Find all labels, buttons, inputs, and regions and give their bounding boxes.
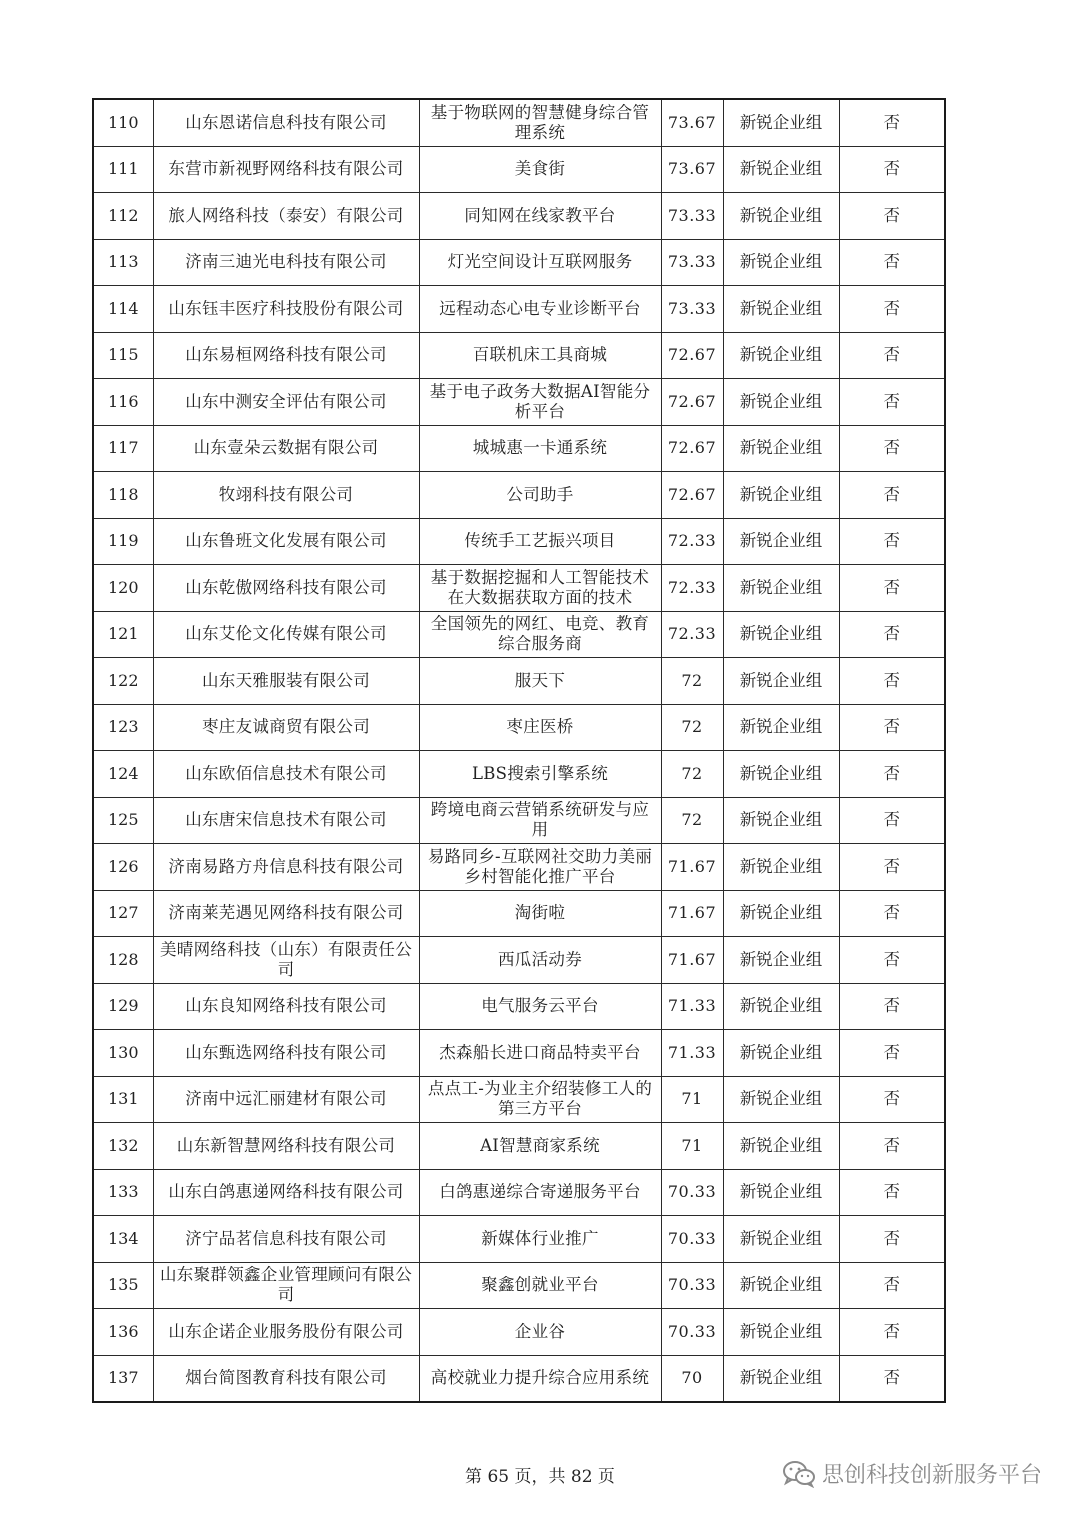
score-cell: 72 bbox=[661, 797, 723, 844]
company-name-cell: 山东唐宋信息技术有限公司 bbox=[153, 797, 419, 844]
row-number-cell: 111 bbox=[93, 146, 153, 193]
flag-value-cell: 否 bbox=[839, 146, 945, 193]
flag-value-cell: 否 bbox=[839, 1216, 945, 1263]
table-row bbox=[93, 565, 945, 612]
flag-value-cell: 否 bbox=[839, 286, 945, 333]
table-row bbox=[93, 1076, 945, 1123]
flag-value-cell: 否 bbox=[839, 937, 945, 984]
row-number-cell: 130 bbox=[93, 1030, 153, 1077]
row-number-cell: 116 bbox=[93, 379, 153, 426]
row-number-cell: 135 bbox=[93, 1262, 153, 1309]
page-number-footer: 第 65 页，共 82 页 bbox=[465, 1467, 615, 1487]
company-name-cell: 旅人网络科技（泰安）有限公司 bbox=[153, 193, 419, 240]
company-name-cell: 山东钰丰医疗科技股份有限公司 bbox=[153, 286, 419, 333]
group-name-cell: 新锐企业组 bbox=[723, 193, 839, 240]
flag-value-cell: 否 bbox=[839, 797, 945, 844]
project-name-cell: 企业谷 bbox=[419, 1309, 661, 1356]
group-name-cell: 新锐企业组 bbox=[723, 1216, 839, 1263]
company-name-cell: 山东壹朵云数据有限公司 bbox=[153, 425, 419, 472]
flag-value-cell: 否 bbox=[839, 332, 945, 379]
project-name-cell: 基于电子政务大数据AI智能分析平台 bbox=[419, 379, 661, 426]
company-name-cell: 济宁品茗信息科技有限公司 bbox=[153, 1216, 419, 1263]
company-name-cell: 山东企诺企业服务股份有限公司 bbox=[153, 1309, 419, 1356]
table-row bbox=[93, 1216, 945, 1263]
project-name-cell: 灯光空间设计互联网服务 bbox=[419, 239, 661, 286]
score-cell: 73.33 bbox=[661, 193, 723, 240]
table-row bbox=[93, 472, 945, 519]
flag-value-cell: 否 bbox=[839, 1076, 945, 1123]
row-number-cell: 113 bbox=[93, 239, 153, 286]
flag-value-cell: 否 bbox=[839, 425, 945, 472]
company-name-cell: 山东恩诺信息科技有限公司 bbox=[153, 99, 419, 146]
project-name-cell: 点点工-为业主介绍装修工人的第三方平台 bbox=[419, 1076, 661, 1123]
group-name-cell: 新锐企业组 bbox=[723, 518, 839, 565]
flag-value-cell: 否 bbox=[839, 239, 945, 286]
group-name-cell: 新锐企业组 bbox=[723, 1169, 839, 1216]
score-cell: 71 bbox=[661, 1076, 723, 1123]
group-name-cell: 新锐企业组 bbox=[723, 379, 839, 426]
company-name-cell: 东营市新视野网络科技有限公司 bbox=[153, 146, 419, 193]
score-cell: 73.67 bbox=[661, 99, 723, 146]
company-name-cell: 烟台简图教育科技有限公司 bbox=[153, 1355, 419, 1402]
table-row bbox=[93, 99, 945, 146]
score-cell: 72.67 bbox=[661, 379, 723, 426]
company-name-cell: 山东易桓网络科技有限公司 bbox=[153, 332, 419, 379]
table-row bbox=[93, 146, 945, 193]
table-row bbox=[93, 332, 945, 379]
group-name-cell: 新锐企业组 bbox=[723, 565, 839, 612]
table-row bbox=[93, 1030, 945, 1077]
project-name-cell: LBS搜索引擎系统 bbox=[419, 751, 661, 798]
flag-value-cell: 否 bbox=[839, 1309, 945, 1356]
table-row bbox=[93, 518, 945, 565]
table-row bbox=[93, 704, 945, 751]
row-number-cell: 122 bbox=[93, 658, 153, 705]
row-number-cell: 133 bbox=[93, 1169, 153, 1216]
group-name-cell: 新锐企业组 bbox=[723, 99, 839, 146]
table-row bbox=[93, 797, 945, 844]
row-number-cell: 126 bbox=[93, 844, 153, 891]
table-row bbox=[93, 425, 945, 472]
flag-value-cell: 否 bbox=[839, 1355, 945, 1402]
table-row bbox=[93, 751, 945, 798]
score-cell: 71.33 bbox=[661, 1030, 723, 1077]
flag-value-cell: 否 bbox=[839, 565, 945, 612]
group-name-cell: 新锐企业组 bbox=[723, 751, 839, 798]
group-name-cell: 新锐企业组 bbox=[723, 1355, 839, 1402]
row-number-cell: 114 bbox=[93, 286, 153, 333]
project-name-cell: 百联机床工具商城 bbox=[419, 332, 661, 379]
group-name-cell: 新锐企业组 bbox=[723, 890, 839, 937]
company-name-cell: 济南莱芜遇见网络科技有限公司 bbox=[153, 890, 419, 937]
table-row bbox=[93, 1262, 945, 1309]
flag-value-cell: 否 bbox=[839, 1169, 945, 1216]
project-name-cell: 白鸽惠递综合寄递服务平台 bbox=[419, 1169, 661, 1216]
group-name-cell: 新锐企业组 bbox=[723, 146, 839, 193]
project-name-cell: 传统手工艺振兴项目 bbox=[419, 518, 661, 565]
flag-value-cell: 否 bbox=[839, 658, 945, 705]
flag-value-cell: 否 bbox=[839, 844, 945, 891]
group-name-cell: 新锐企业组 bbox=[723, 1123, 839, 1170]
row-number-cell: 112 bbox=[93, 193, 153, 240]
flag-value-cell: 否 bbox=[839, 751, 945, 798]
flag-value-cell: 否 bbox=[839, 611, 945, 658]
table-row bbox=[93, 983, 945, 1030]
score-cell: 72.67 bbox=[661, 425, 723, 472]
score-cell: 70.33 bbox=[661, 1262, 723, 1309]
score-cell: 72.67 bbox=[661, 332, 723, 379]
table-row bbox=[93, 193, 945, 240]
project-name-cell: 远程动态心电专业诊断平台 bbox=[419, 286, 661, 333]
flag-value-cell: 否 bbox=[839, 704, 945, 751]
company-name-cell: 山东甄选网络科技有限公司 bbox=[153, 1030, 419, 1077]
flag-value-cell: 否 bbox=[839, 1123, 945, 1170]
group-name-cell: 新锐企业组 bbox=[723, 1309, 839, 1356]
project-name-cell: 枣庄医桥 bbox=[419, 704, 661, 751]
project-name-cell: 新媒体行业推广 bbox=[419, 1216, 661, 1263]
project-name-cell: 基于数据挖掘和人工智能技术在大数据获取方面的技术 bbox=[419, 565, 661, 612]
project-name-cell: 城城惠一卡通系统 bbox=[419, 425, 661, 472]
group-name-cell: 新锐企业组 bbox=[723, 425, 839, 472]
row-number-cell: 110 bbox=[93, 99, 153, 146]
table-row bbox=[93, 1309, 945, 1356]
flag-value-cell: 否 bbox=[839, 193, 945, 240]
score-cell: 72 bbox=[661, 704, 723, 751]
score-cell: 72.33 bbox=[661, 611, 723, 658]
row-number-cell: 131 bbox=[93, 1076, 153, 1123]
row-number-cell: 127 bbox=[93, 890, 153, 937]
company-name-cell: 牧翊科技有限公司 bbox=[153, 472, 419, 519]
group-name-cell: 新锐企业组 bbox=[723, 332, 839, 379]
company-name-cell: 山东新智慧网络科技有限公司 bbox=[153, 1123, 419, 1170]
row-number-cell: 124 bbox=[93, 751, 153, 798]
flag-value-cell: 否 bbox=[839, 1262, 945, 1309]
row-number-cell: 118 bbox=[93, 472, 153, 519]
group-name-cell: 新锐企业组 bbox=[723, 844, 839, 891]
score-cell: 71.67 bbox=[661, 937, 723, 984]
company-name-cell: 山东良知网络科技有限公司 bbox=[153, 983, 419, 1030]
company-name-cell: 枣庄友诚商贸有限公司 bbox=[153, 704, 419, 751]
row-number-cell: 136 bbox=[93, 1309, 153, 1356]
row-number-cell: 129 bbox=[93, 983, 153, 1030]
project-name-cell: 西瓜活动券 bbox=[419, 937, 661, 984]
company-name-cell: 山东乾傲网络科技有限公司 bbox=[153, 565, 419, 612]
row-number-cell: 117 bbox=[93, 425, 153, 472]
score-cell: 71.67 bbox=[661, 844, 723, 891]
score-cell: 72.33 bbox=[661, 518, 723, 565]
table-row bbox=[93, 1355, 945, 1402]
group-name-cell: 新锐企业组 bbox=[723, 704, 839, 751]
table-row bbox=[93, 379, 945, 426]
company-name-cell: 济南易路方舟信息科技有限公司 bbox=[153, 844, 419, 891]
table-row bbox=[93, 890, 945, 937]
company-name-cell: 山东天雅服装有限公司 bbox=[153, 658, 419, 705]
row-number-cell: 132 bbox=[93, 1123, 153, 1170]
project-name-cell: 聚鑫创就业平台 bbox=[419, 1262, 661, 1309]
table-row bbox=[93, 611, 945, 658]
row-number-cell: 119 bbox=[93, 518, 153, 565]
score-cell: 70.33 bbox=[661, 1309, 723, 1356]
watermark bbox=[782, 1458, 1042, 1489]
score-cell: 71.67 bbox=[661, 890, 723, 937]
group-name-cell: 新锐企业组 bbox=[723, 983, 839, 1030]
flag-value-cell: 否 bbox=[839, 379, 945, 426]
table-row bbox=[93, 286, 945, 333]
company-name-cell: 山东聚群领鑫企业管理顾问有限公司 bbox=[153, 1262, 419, 1309]
company-name-cell: 济南中远汇丽建材有限公司 bbox=[153, 1076, 419, 1123]
group-name-cell: 新锐企业组 bbox=[723, 797, 839, 844]
project-name-cell: 同知网在线家教平台 bbox=[419, 193, 661, 240]
row-number-cell: 123 bbox=[93, 704, 153, 751]
company-name-cell: 山东中测安全评估有限公司 bbox=[153, 379, 419, 426]
row-number-cell: 134 bbox=[93, 1216, 153, 1263]
group-name-cell: 新锐企业组 bbox=[723, 286, 839, 333]
row-number-cell: 115 bbox=[93, 332, 153, 379]
project-name-cell: 杰森船长进口商品特卖平台 bbox=[419, 1030, 661, 1077]
score-cell: 72.33 bbox=[661, 565, 723, 612]
row-number-cell: 120 bbox=[93, 565, 153, 612]
flag-value-cell: 否 bbox=[839, 983, 945, 1030]
row-number-cell: 121 bbox=[93, 611, 153, 658]
table-row bbox=[93, 937, 945, 984]
score-cell: 71.33 bbox=[661, 983, 723, 1030]
table-body bbox=[93, 99, 945, 1402]
score-cell: 72 bbox=[661, 751, 723, 798]
project-name-cell: 跨境电商云营销系统研发与应用 bbox=[419, 797, 661, 844]
project-name-cell: 全国领先的网红、电竞、教育综合服务商 bbox=[419, 611, 661, 658]
project-name-cell: 高校就业力提升综合应用系统 bbox=[419, 1355, 661, 1402]
company-name-cell: 山东白鸽惠递网络科技有限公司 bbox=[153, 1169, 419, 1216]
company-name-cell: 美晴网络科技（山东）有限责任公司 bbox=[153, 937, 419, 984]
score-cell: 72.67 bbox=[661, 472, 723, 519]
table-row bbox=[93, 1169, 945, 1216]
row-number-cell: 137 bbox=[93, 1355, 153, 1402]
project-name-cell: 易路同乡-互联网社交助力美丽乡村智能化推广平台 bbox=[419, 844, 661, 891]
project-name-cell: 服天下 bbox=[419, 658, 661, 705]
group-name-cell: 新锐企业组 bbox=[723, 1076, 839, 1123]
project-name-cell: 公司助手 bbox=[419, 472, 661, 519]
wechat-icon bbox=[782, 1460, 816, 1488]
table-row bbox=[93, 1123, 945, 1170]
flag-value-cell: 否 bbox=[839, 472, 945, 519]
table-row bbox=[93, 844, 945, 891]
project-name-cell: 美食街 bbox=[419, 146, 661, 193]
group-name-cell: 新锐企业组 bbox=[723, 1030, 839, 1077]
project-name-cell: 淘街啦 bbox=[419, 890, 661, 937]
table-row bbox=[93, 658, 945, 705]
group-name-cell: 新锐企业组 bbox=[723, 1262, 839, 1309]
results-table bbox=[92, 98, 946, 1403]
company-name-cell: 山东鲁班文化发展有限公司 bbox=[153, 518, 419, 565]
project-name-cell: 电气服务云平台 bbox=[419, 983, 661, 1030]
flag-value-cell: 否 bbox=[839, 1030, 945, 1077]
flag-value-cell: 否 bbox=[839, 518, 945, 565]
watermark-text: 思创科技创新服务平台 bbox=[821, 1463, 1042, 1488]
score-cell: 72 bbox=[661, 658, 723, 705]
group-name-cell: 新锐企业组 bbox=[723, 472, 839, 519]
score-cell: 71 bbox=[661, 1123, 723, 1170]
row-number-cell: 128 bbox=[93, 937, 153, 984]
row-number-cell: 125 bbox=[93, 797, 153, 844]
flag-value-cell: 否 bbox=[839, 890, 945, 937]
group-name-cell: 新锐企业组 bbox=[723, 611, 839, 658]
project-name-cell: AI智慧商家系统 bbox=[419, 1123, 661, 1170]
group-name-cell: 新锐企业组 bbox=[723, 658, 839, 705]
project-name-cell: 基于物联网的智慧健身综合管理系统 bbox=[419, 99, 661, 146]
group-name-cell: 新锐企业组 bbox=[723, 239, 839, 286]
company-name-cell: 山东艾伦文化传媒有限公司 bbox=[153, 611, 419, 658]
table-row bbox=[93, 239, 945, 286]
score-cell: 70.33 bbox=[661, 1169, 723, 1216]
group-name-cell: 新锐企业组 bbox=[723, 937, 839, 984]
score-cell: 70.33 bbox=[661, 1216, 723, 1263]
score-cell: 73.67 bbox=[661, 146, 723, 193]
flag-value-cell: 否 bbox=[839, 99, 945, 146]
company-name-cell: 山东欧佰信息技术有限公司 bbox=[153, 751, 419, 798]
score-cell: 73.33 bbox=[661, 239, 723, 286]
score-cell: 73.33 bbox=[661, 286, 723, 333]
score-cell: 70 bbox=[661, 1355, 723, 1402]
company-name-cell: 济南三迪光电科技有限公司 bbox=[153, 239, 419, 286]
